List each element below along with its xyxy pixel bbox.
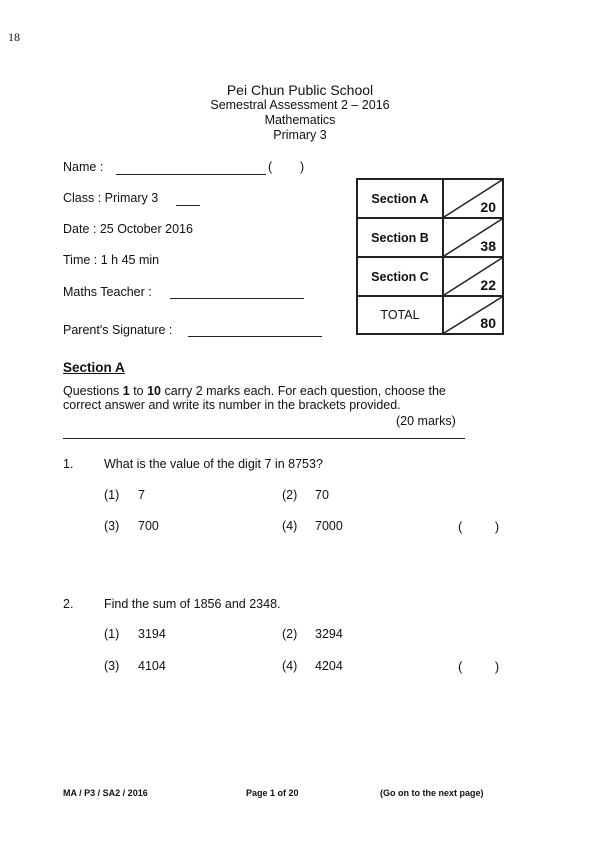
signature-label: Parent's Signature :	[63, 323, 173, 337]
score-row-section-c	[358, 258, 502, 297]
score-label: Section C	[358, 258, 444, 295]
instruction-text: carry 2 marks each. For each question, choose the correct answer and write its number in the brackets provided.	[63, 384, 446, 412]
corner-mark: 18	[8, 30, 20, 44]
level-title: Primary 3	[273, 128, 327, 142]
answer-bracket[interactable]: ( )	[458, 519, 500, 534]
score-value: 22	[480, 277, 496, 293]
class-line[interactable]	[176, 205, 200, 206]
question-number: 2.	[63, 597, 74, 611]
option-number: (1)	[104, 627, 120, 641]
option-number: (2)	[282, 627, 298, 641]
instruction-text: to	[129, 384, 148, 398]
instruction-bold: 10	[147, 384, 161, 398]
name-bracket: ( )	[268, 160, 305, 174]
question-text: Find the sum of 1856 and 2348.	[104, 597, 281, 611]
school-name: Pei Chun Public School	[226, 82, 374, 98]
question-text: What is the value of the digit 7 in 8753?	[104, 457, 323, 471]
footer-page: Page 1 of 20	[246, 788, 299, 798]
option-number: (1)	[104, 488, 120, 502]
option-value: 3294	[315, 627, 343, 641]
score-row-section-a	[358, 180, 502, 219]
teacher-label: Maths Teacher :	[63, 285, 152, 299]
question-number: 1.	[63, 457, 74, 471]
name-label: Name :	[63, 160, 104, 174]
score-value: 38	[480, 238, 496, 254]
score-label: TOTAL	[358, 297, 444, 333]
score-cell	[444, 297, 502, 333]
footer-next: (Go on to the next page)	[380, 788, 484, 798]
date-label: Date : 25 October 2016	[63, 222, 193, 236]
option-value: 7000	[315, 519, 343, 533]
subject-title: Mathematics	[264, 113, 336, 127]
time-label: Time : 1 h 45 min	[63, 253, 160, 267]
score-cell	[444, 258, 502, 295]
score-value: 80	[480, 315, 496, 331]
option-number: (3)	[104, 519, 120, 533]
instruction-bold: 1	[122, 384, 130, 398]
score-label: Section B	[358, 219, 444, 256]
option-value: 700	[138, 519, 159, 533]
answer-bracket[interactable]: ( )	[458, 659, 500, 674]
footer-code: MA / P3 / SA2 / 2016	[63, 788, 148, 798]
divider	[63, 438, 465, 439]
section-a-marks: (20 marks)	[396, 414, 456, 428]
score-label: Section A	[358, 180, 444, 217]
option-value: 7	[138, 488, 145, 502]
option-value: 3194	[138, 627, 166, 641]
score-cell	[444, 180, 502, 217]
option-number: (2)	[282, 488, 298, 502]
name-line[interactable]	[116, 174, 266, 175]
option-value: 4204	[315, 659, 343, 673]
option-value: 4104	[138, 659, 166, 673]
score-cell	[444, 219, 502, 256]
section-a-instructions	[63, 384, 483, 412]
section-a-title: Section A	[63, 360, 125, 375]
option-value: 70	[315, 488, 329, 502]
option-number: (4)	[282, 519, 298, 533]
instruction-text: Questions	[63, 384, 123, 398]
option-number: (4)	[282, 659, 298, 673]
score-table	[356, 178, 504, 335]
option-number: (3)	[104, 659, 120, 673]
teacher-line[interactable]	[170, 298, 304, 299]
assessment-title: Semestral Assessment 2 – 2016	[210, 98, 390, 112]
class-label: Class : Primary 3	[63, 191, 159, 205]
signature-line[interactable]	[188, 336, 322, 337]
score-row-total	[358, 297, 502, 333]
score-row-section-b	[358, 219, 502, 258]
score-value: 20	[480, 199, 496, 215]
